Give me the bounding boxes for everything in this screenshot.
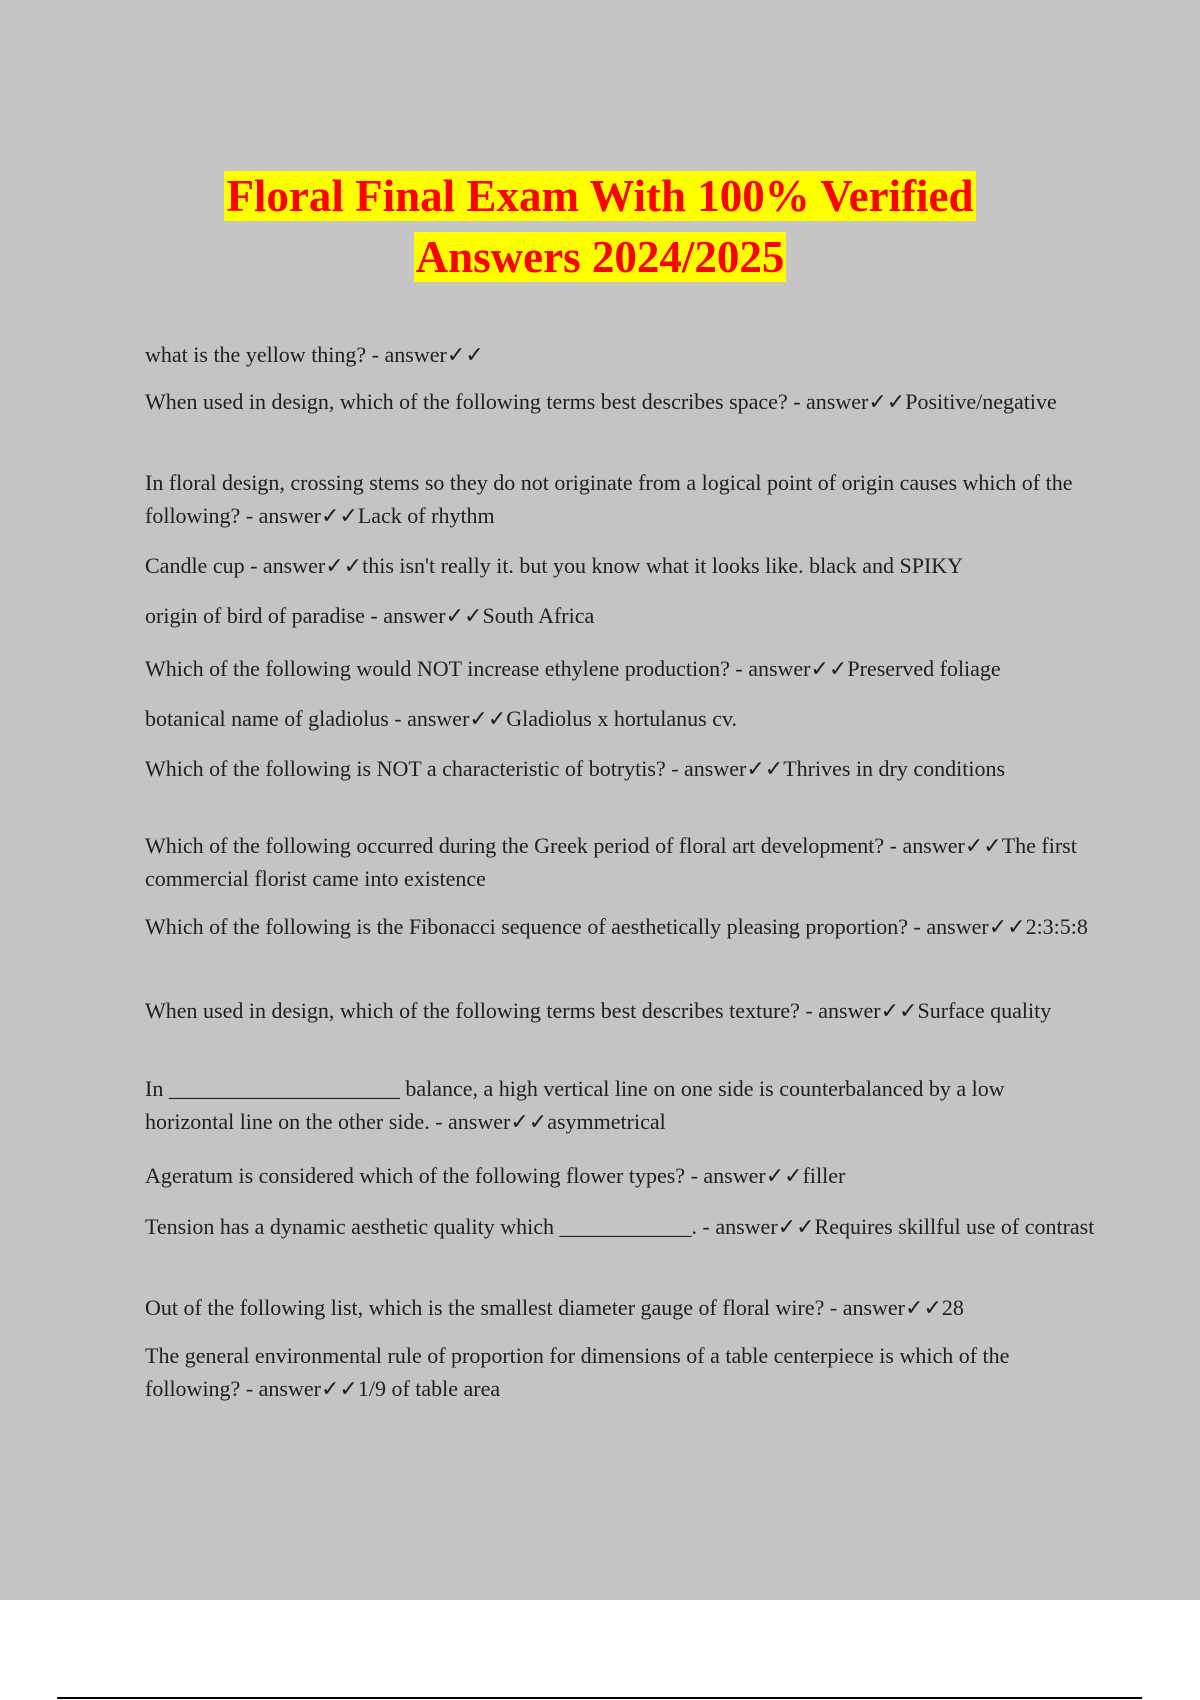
check-icon: ✓✓ bbox=[810, 656, 848, 681]
qa-question: In _____________________ balance, a high vertical line on one side is counterbalanced by a low horizontal line on the other side. - answer bbox=[145, 1076, 1005, 1134]
qa-question: botanical name of gladiolus - answer bbox=[145, 706, 470, 731]
qa-question: Which of the following is NOT a characteristic of botrytis? - answer bbox=[145, 756, 747, 781]
check-icon: ✓✓ bbox=[446, 342, 484, 367]
qa-question: Tension has a dynamic aesthetic quality which ____________. - answer bbox=[145, 1214, 778, 1239]
qa-item bbox=[145, 385, 1095, 418]
check-icon: ✓✓ bbox=[880, 998, 918, 1023]
qa-answer: 1/9 of table area bbox=[357, 1376, 501, 1401]
check-icon: ✓✓ bbox=[765, 1163, 803, 1188]
qa-item bbox=[145, 652, 1095, 685]
qa-answer: 28 bbox=[941, 1295, 964, 1320]
qa-item bbox=[145, 1159, 1095, 1192]
check-icon: ✓✓ bbox=[905, 1295, 942, 1320]
check-icon: ✓✓ bbox=[964, 833, 1002, 858]
check-icon: ✓✓ bbox=[325, 553, 363, 578]
qa-answer: filler bbox=[802, 1163, 846, 1188]
check-icon: ✓✓ bbox=[988, 914, 1026, 939]
qa-question: Ageratum is considered which of the following flower types? - answer bbox=[145, 1163, 766, 1188]
title-line-2: Answers 2024/2025 bbox=[415, 232, 785, 282]
check-icon: ✓✓ bbox=[777, 1214, 815, 1239]
check-icon: ✓✓ bbox=[469, 706, 507, 731]
check-icon: ✓✓ bbox=[868, 389, 906, 414]
qa-question: The general environmental rule of proportion for dimensions of a table centerpiece is which of the following? - answer bbox=[145, 1343, 1010, 1401]
check-icon: ✓✓ bbox=[445, 603, 483, 628]
qa-question: In floral design, crossing stems so they do not originate from a logical point of origin causes which of the following? - answer bbox=[145, 470, 1073, 528]
qa-answer: Gladiolus x hortulanus cv. bbox=[506, 706, 738, 731]
title-line-1: Floral Final Exam With 100% Verified bbox=[226, 171, 974, 221]
qa-item bbox=[145, 338, 1095, 371]
qa-item bbox=[145, 702, 1095, 735]
qa-answer: 2:3:5:8 bbox=[1025, 914, 1088, 939]
qa-item bbox=[145, 1339, 1095, 1405]
check-icon: ✓✓ bbox=[746, 756, 784, 781]
qa-item bbox=[145, 752, 1095, 785]
qa-item bbox=[145, 910, 1095, 943]
qa-answer: Preserved foliage bbox=[847, 656, 1001, 681]
qa-item bbox=[145, 1210, 1095, 1243]
check-icon: ✓✓ bbox=[320, 1376, 358, 1401]
footer-divider bbox=[57, 1697, 1142, 1699]
qa-answer: this isn't really it. but you know what it looks like. black and SPIKY bbox=[362, 553, 964, 578]
document-title bbox=[0, 166, 1200, 288]
qa-item bbox=[145, 1072, 1095, 1138]
qa-question: Which of the following is the Fibonacci sequence of aesthetically pleasing proportion? - answer bbox=[145, 914, 989, 939]
qa-question: origin of bird of paradise - answer bbox=[145, 603, 446, 628]
qa-answer: The first commercial florist came into existence bbox=[145, 833, 1077, 891]
qa-question: Candle cup - answer bbox=[145, 553, 326, 578]
qa-item bbox=[145, 549, 1095, 582]
qa-answer: asymmetrical bbox=[547, 1109, 666, 1134]
qa-question: what is the yellow thing? - answer bbox=[145, 342, 447, 367]
qa-answer: South Africa bbox=[482, 603, 595, 628]
qa-answer: Requires skillful use of contrast bbox=[814, 1214, 1095, 1239]
qa-question: Out of the following list, which is the smallest diameter gauge of floral wire? - answer bbox=[145, 1295, 906, 1320]
qa-question: When used in design, which of the following terms best describes space? - answer bbox=[145, 389, 869, 414]
qa-question: Which of the following occurred during the Greek period of floral art development? - answer bbox=[145, 833, 965, 858]
qa-answer: Positive/negative bbox=[905, 389, 1057, 414]
qa-question: Which of the following would NOT increase ethylene production? - answer bbox=[145, 656, 811, 681]
qa-answer: Lack of rhythm bbox=[357, 503, 495, 528]
qa-item bbox=[145, 1291, 1095, 1324]
qa-item bbox=[145, 466, 1095, 532]
qa-item bbox=[145, 829, 1095, 895]
qa-answer: Surface quality bbox=[917, 998, 1052, 1023]
qa-question: When used in design, which of the following terms best describes texture? - answer bbox=[145, 998, 881, 1023]
qa-item bbox=[145, 994, 1095, 1027]
qa-answer: Thrives in dry conditions bbox=[783, 756, 1006, 781]
check-icon: ✓✓ bbox=[320, 503, 358, 528]
check-icon: ✓✓ bbox=[510, 1109, 548, 1134]
qa-item bbox=[145, 599, 1095, 632]
